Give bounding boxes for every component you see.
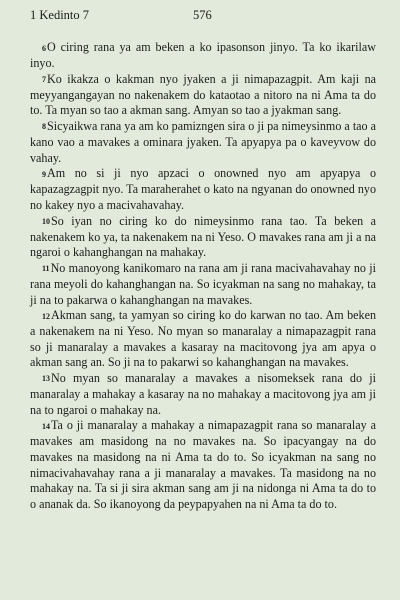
chapter-body (30, 40, 376, 512)
verse-number: 9 (42, 169, 46, 179)
verse-number: 7 (42, 75, 46, 85)
verse-text: Ta o ji manaralay a mahakay a nimapazagpit rana so manaralay a mavakes am masidong na no mavakes na. So ipacyangay na do mavakes na masidong na ni Ama ta do to. So icyakman na sang no nimacivahavahay rana a ji manaralay a mavakes. Ta masidong na no mahakay na. Ta si ji sira akman sang am ji na nidonga ni Ama ta do to o ananak da. So ikanoyong da peypapyahen na ni Ama ta do to. (30, 418, 376, 511)
verse-text: No manoyong kanikomaro na rana am ji rana macivahavahay no ji rana meyoli do kahanghangan na. So icyakman na sang no mahakay, ta ji na to pakarwa o kahanghangan na mavakes. (30, 260, 376, 307)
verse-number: 14 (42, 421, 50, 431)
verse-text: O ciring rana ya am beken a ko ipasonson jinyo. Ta ko ikarilaw inyo. (30, 40, 376, 71)
verse-text: No myan so manaralay a mavakes a nisomeksek rana do ji manaralay a mahakay a kasaray na no mahakay a macitovong jya am ji na to ngaroi o mahakay na. (30, 370, 376, 417)
verse-11 (30, 261, 376, 308)
verse-number: 11 (42, 264, 50, 274)
verse-number: 6 (42, 43, 46, 53)
verse-text: Am no si ji nyo apzaci o onowned nyo am apyapya o kapazagzagpit nyo. Ta maraherahet o kato na ngyanan do onowned nyo no kakey nyo a macivahavahay. (30, 166, 376, 212)
verse-6 (30, 40, 376, 72)
verse-8 (30, 119, 376, 166)
verse-number: 10 (42, 217, 50, 227)
verse-9 (30, 166, 376, 213)
verse-text: Akman sang, ta yamyan so ciring ko do karwan no tao. Am beken a nakenakem na ni Yeso. No myan so manaralay a nimapazagpit rana so ji manaralay a mavakes a kasaray na macitovong jya am apya o akman sang an. So ji na to pakarwi so kahanghangan na mavakes. (30, 308, 376, 370)
page-number: 576 (193, 8, 212, 22)
verse-text: So iyan no ciring ko do nimeysinmo rana tao. Ta beken a nakenakem ko ya, ta nakenakem na ni Yeso. O mavakes rana am ji a na ngaroi o kahanghangan na mahakay. (30, 213, 376, 260)
verse-7 (30, 72, 376, 119)
verse-number: 8 (42, 122, 46, 132)
page-header (30, 8, 376, 24)
verse-text: Ko ikakza o kakman nyo jyaken a ji nimapazagpit. Am kaji na meyyangangayan no nakenakem do kataotao a nitoro na ni Ama ta do to. Ta myan so tao a akman sang. Amyan so tao a jyakman sang. (30, 71, 376, 118)
verse-12 (30, 308, 376, 371)
running-head: 1 Kedinto 7 (30, 8, 90, 22)
verse-10 (30, 214, 376, 261)
verse-number: 12 (42, 311, 50, 321)
verse-14 (30, 418, 376, 512)
verse-13 (30, 371, 376, 418)
verse-number: 13 (42, 374, 50, 384)
verse-text: Sicyaikwa rana ya am ko pamizngen sira o ji pa nimeysinmo a tao a kano vao a mavakes a ominara jyaken. Ta apyapya pa o kaveyvow do vahay. (30, 118, 376, 165)
